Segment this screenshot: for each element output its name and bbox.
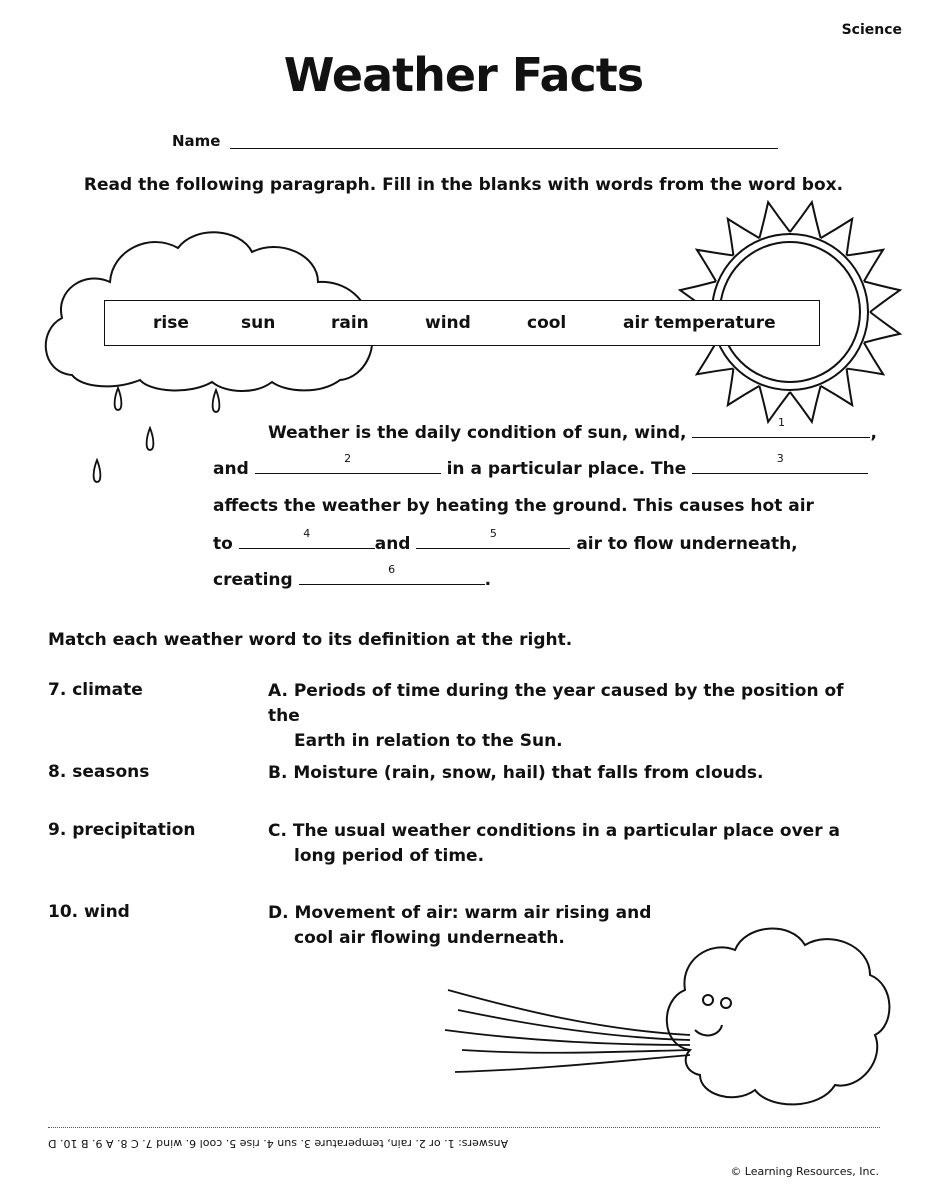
definition-text: D. Movement of air: warm air rising and bbox=[268, 903, 652, 923]
word-box-item: rain bbox=[331, 313, 369, 333]
paragraph-text: . bbox=[484, 570, 492, 590]
word-box-item: wind bbox=[425, 313, 471, 333]
answer-key: Answers: 1. or 2. rain, temperature 3. sun 4. rise 5. cool 6. wind 7. C 8. A 9. B 10. D bbox=[48, 1137, 509, 1150]
definition-b bbox=[268, 761, 878, 786]
copyright: © Learning Resources, Inc. bbox=[730, 1165, 879, 1178]
paragraph-text: in a particular place. The bbox=[446, 459, 687, 479]
paragraph-text: and bbox=[213, 459, 249, 479]
paragraph-line-2 bbox=[213, 452, 868, 479]
definition-text: long period of time. bbox=[294, 846, 485, 866]
paragraph-text: affects the weather by heating the ground. This causes hot air bbox=[213, 496, 814, 516]
paragraph-text: air to flow underneath, bbox=[576, 534, 798, 554]
word-box-item: sun bbox=[241, 313, 276, 333]
term-precipitation: 9. precipitation bbox=[48, 820, 196, 840]
paragraph-line-5 bbox=[213, 563, 492, 590]
blank-4[interactable] bbox=[239, 527, 375, 549]
wind-cloud-icon bbox=[667, 929, 890, 1105]
paragraph-text: creating bbox=[213, 570, 293, 590]
term-seasons: 8. seasons bbox=[48, 762, 150, 782]
blank-1[interactable] bbox=[692, 416, 870, 438]
page-title: Weather Facts bbox=[283, 48, 644, 102]
definition-text: cool air flowing underneath. bbox=[294, 928, 565, 948]
blank-number: 5 bbox=[489, 527, 497, 540]
blank-number: 4 bbox=[303, 527, 311, 540]
name-input-line[interactable] bbox=[230, 148, 778, 149]
paragraph-line-1: Weather is the daily condition of sun, wind, 1 , bbox=[268, 416, 877, 443]
cut-line bbox=[48, 1127, 880, 1128]
word-box bbox=[104, 300, 820, 346]
blank-number: 6 bbox=[388, 563, 396, 576]
definition-text: B. Moisture (rain, snow, hail) that falls from clouds. bbox=[268, 763, 764, 783]
definition-text: Earth in relation to the Sun. bbox=[294, 731, 563, 751]
word-box-item: cool bbox=[527, 313, 567, 333]
blank-6[interactable] bbox=[299, 563, 485, 585]
definition-d bbox=[268, 901, 688, 951]
wind-lines bbox=[445, 990, 690, 1072]
definition-a bbox=[268, 679, 878, 754]
paragraph-text: to bbox=[213, 534, 233, 554]
definition-c bbox=[268, 819, 878, 869]
definition-text: A. Periods of time during the year caused by the position of the bbox=[268, 681, 844, 726]
term-climate: 7. climate bbox=[48, 680, 143, 700]
instructions: Read the following paragraph. Fill in the blanks with words from the word box. bbox=[83, 175, 844, 195]
matching-instructions: Match each weather word to its definition at the right. bbox=[48, 630, 573, 650]
blank-3[interactable] bbox=[692, 452, 868, 474]
blank-5[interactable] bbox=[416, 527, 570, 549]
paragraph-text: and bbox=[374, 534, 411, 554]
paragraph-text: Weather is the daily condition of sun, wind, bbox=[268, 423, 687, 443]
blank-2[interactable] bbox=[255, 452, 441, 474]
subject-label: Science bbox=[841, 22, 902, 38]
word-box-item: rise bbox=[153, 313, 189, 333]
blank-number: 1 bbox=[777, 416, 785, 429]
name-label: Name bbox=[172, 132, 221, 150]
raindrop-icon bbox=[94, 388, 220, 482]
paragraph-line-4 bbox=[213, 527, 798, 554]
term-wind: 10. wind bbox=[48, 902, 130, 922]
blank-number: 3 bbox=[776, 452, 784, 465]
definition-text: C. The usual weather conditions in a particular place over a bbox=[268, 821, 840, 841]
paragraph-line-3 bbox=[213, 496, 814, 516]
word-box-item: air temperature bbox=[623, 313, 776, 333]
blank-number: 2 bbox=[344, 452, 352, 465]
